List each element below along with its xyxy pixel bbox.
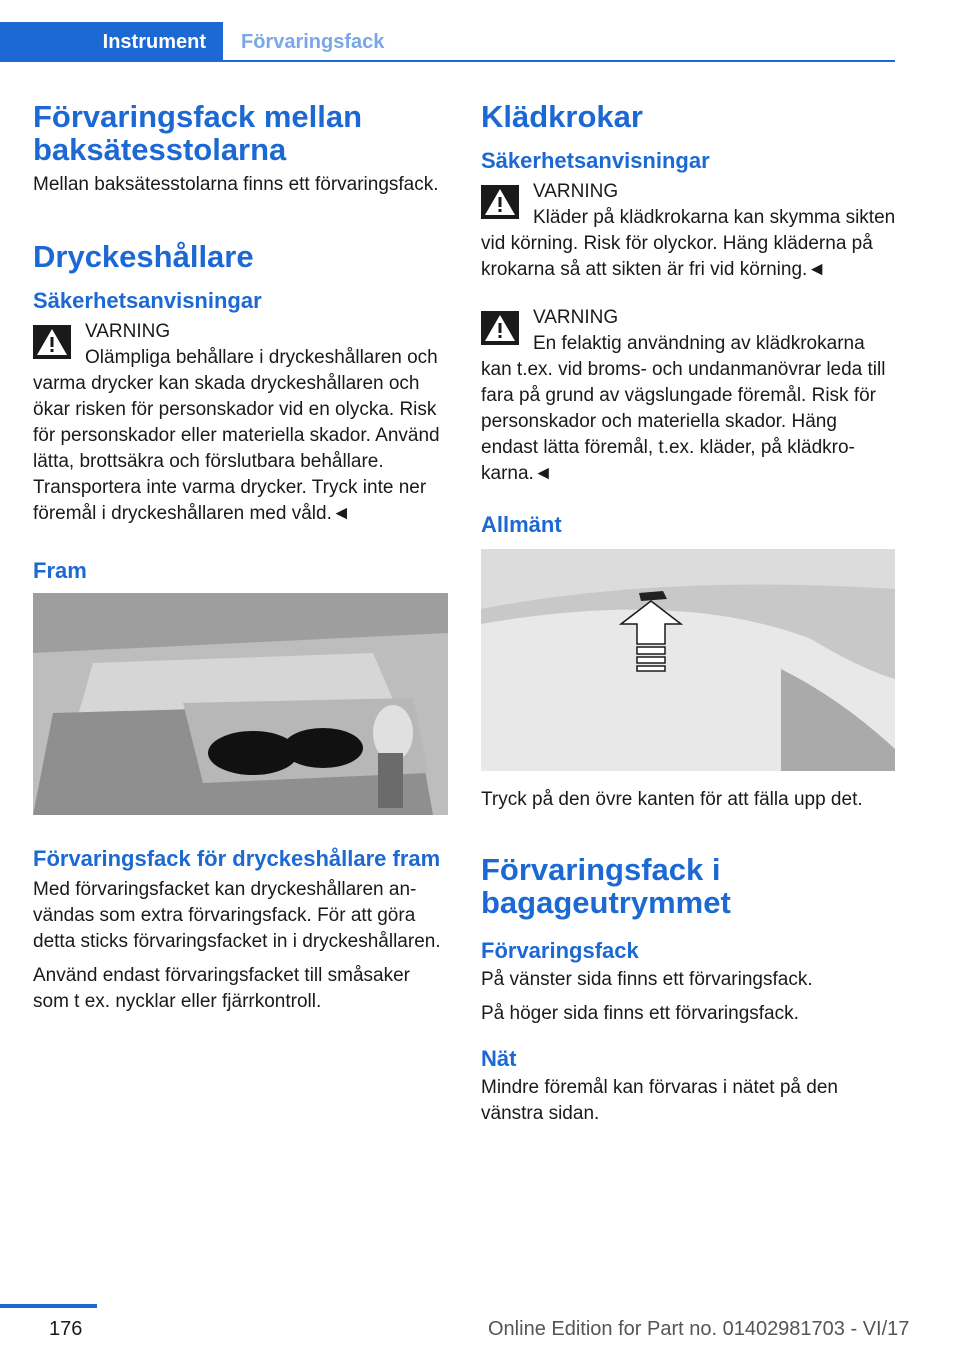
paragraph-tray-1: Med förvaringsfacket kan dryckeshållaren användas som extra förvaringsfack. För att göra detta sticks förvaringsfacket in i dryckeshållaren. [33, 879, 441, 952]
heading-net: Nät [481, 1046, 517, 1071]
coat-hook-photo [481, 549, 895, 771]
paragraph-storage-between-seats: Mellan baksätesstolarna finns ett förvaringsfack. [33, 174, 439, 195]
paragraph-general: Tryck på den övre kanten för att fälla upp det. [481, 789, 863, 810]
warning-text: Kläder på klädkrokarna kan skymma sikten vid körning. Risk för olyckor. Häng kläderna på krokarna så att sikten är fri vid körning.◄ [481, 207, 896, 280]
cupholder-photo [33, 593, 448, 815]
paragraph-net: Mindre föremål kan förvaras i nätet på den vänstra sidan. [481, 1077, 838, 1124]
tab-underline [223, 60, 895, 62]
warning-cupholder [33, 319, 448, 527]
tab-storage[interactable]: Förvaringsfack [241, 31, 385, 53]
paragraph-tray-2: Använd endast förvaringsfacket till småsaker som t ex. nycklar eller fjärrkontroll. [33, 965, 411, 1012]
heading-storage-between-seats: Förvaringsfack mellan baksätesstolarna [33, 99, 363, 167]
warning-hooks-2 [481, 305, 896, 487]
warning-title: VARNING [85, 321, 171, 342]
heading-coat-hooks: Klädkrokar [481, 99, 643, 134]
paragraph-storage-right: På höger sida finns ett förvaringsfack. [481, 1003, 799, 1024]
warning-text: Olämpliga behållare i dryckeshållaren och varma drycker kan skada dryckeshållaren och ökar risken för personskador vid en olycka. Risk för personskador eller materiella skador. Använd lätta, brottsäkra och förslutbara behållare. Transportera inte varma drycker. Tryck inte ner föremål i dryckeshållaren med våld.◄ [33, 347, 440, 524]
warning-triangle-icon [481, 311, 519, 345]
chapter-tabbar [0, 22, 895, 62]
warning-hooks-1 [481, 179, 896, 283]
heading-cupholder-tray: Förvaringsfack för dryckeshållare fram [33, 846, 441, 871]
heading-safety-hooks: Säkerhetsanvisningar [481, 148, 710, 173]
paragraph-storage-left: På vänster sida finns ett förvaringsfack. [481, 969, 813, 990]
warning-triangle-icon [33, 325, 71, 359]
page-number: 176 [49, 1318, 83, 1340]
warning-title: VARNING [533, 181, 619, 202]
heading-safety-cupholder: Säkerhetsanvisningar [33, 288, 262, 313]
heading-cupholder: Dryckeshållare [33, 239, 254, 274]
heading-trunk-storage: Förvaringsfack i bagageutrymmet [481, 852, 731, 920]
edition-text: Online Edition for Part no. 01402981703 - VI/17 [488, 1318, 910, 1340]
warning-title: VARNING [533, 307, 619, 328]
right-column [481, 100, 896, 1135]
warning-text: En felaktig användning av klädkrokarna kan t.ex. vid broms- och undanmanövrar leda till fara på grund av vägslungade föremål. Risk för personskador och materiella skador. Häng endast lätta föremål, t.ex. kläder, på klädkrokarna.◄ [481, 333, 886, 484]
heading-front: Fram [33, 558, 87, 583]
heading-storage: Förvaringsfack [481, 938, 639, 963]
left-column [33, 100, 448, 1023]
tab-instrument[interactable]: Instrument [0, 22, 223, 62]
warning-triangle-icon [481, 185, 519, 219]
footer-accent-line [0, 1304, 97, 1308]
heading-general: Allmänt [481, 512, 562, 537]
